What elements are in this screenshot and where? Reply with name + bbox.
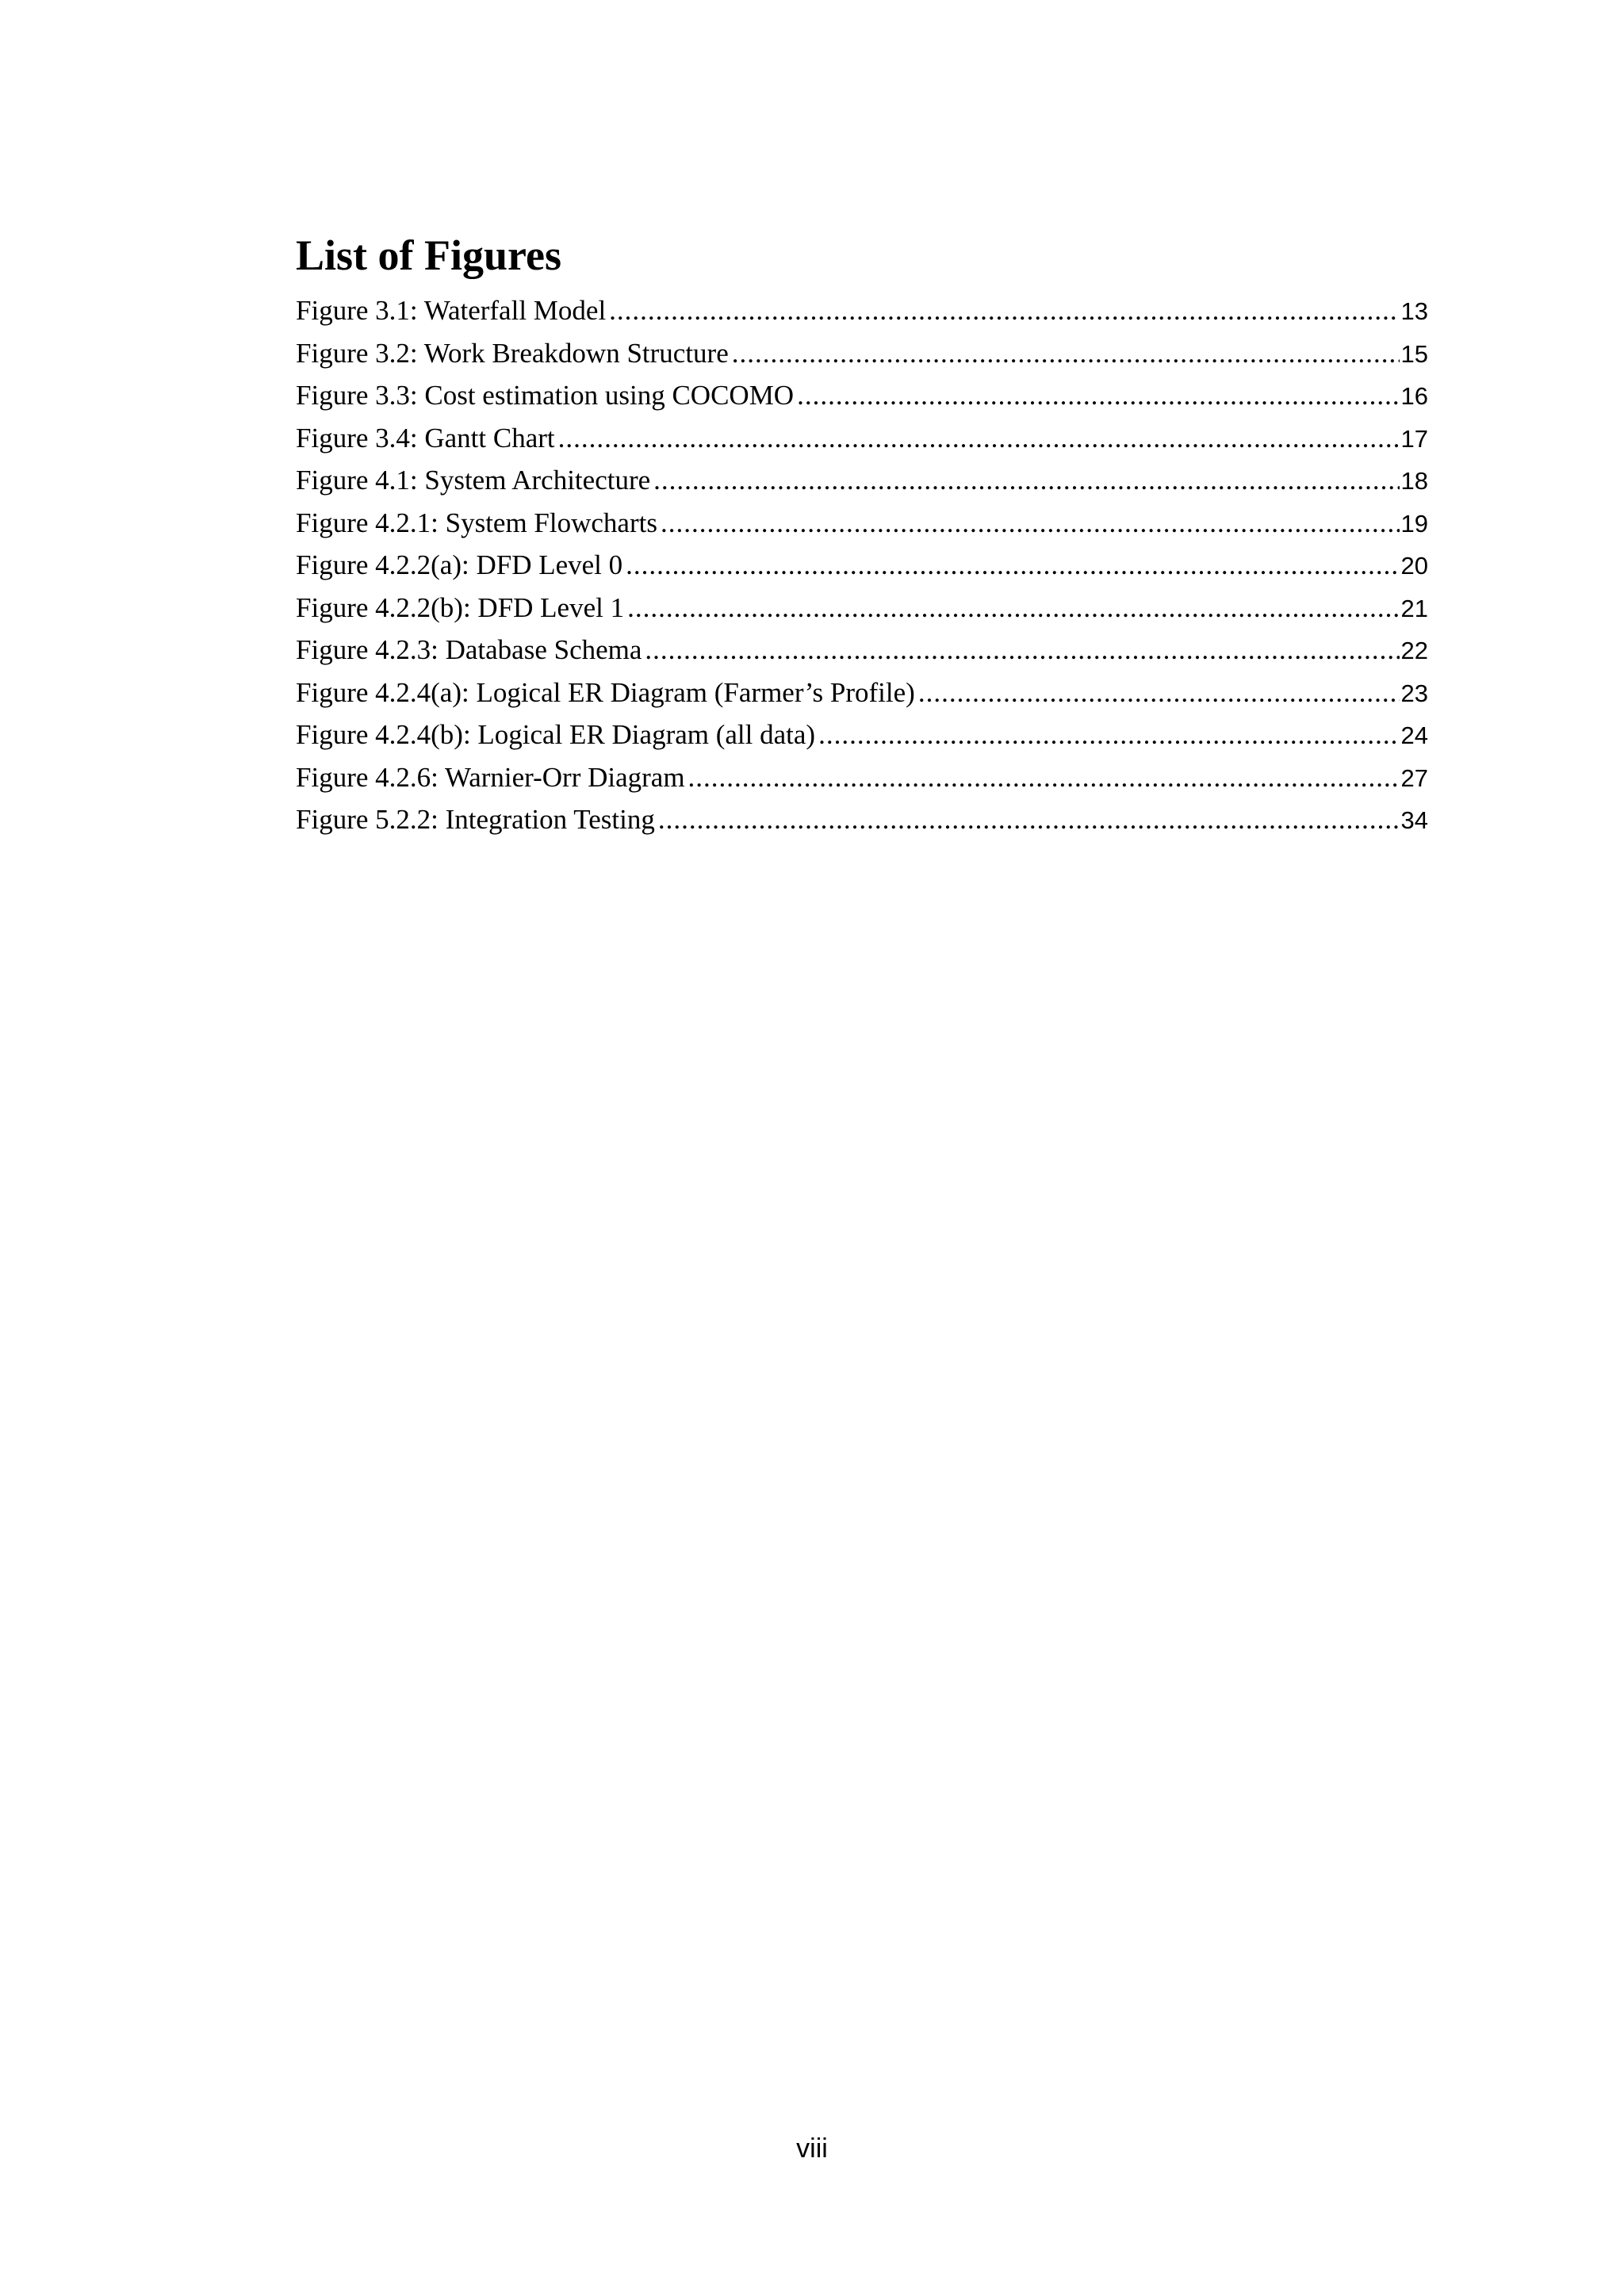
figure-title: Figure 4.2.3: Database Schema [296, 634, 642, 665]
figure-title: Figure 4.2.2(a): DFD Level 0 [296, 549, 623, 580]
dot-leader [797, 374, 1399, 417]
dot-leader [818, 714, 1399, 756]
list-item[interactable] [296, 417, 1428, 460]
figure-title: Figure 4.2.1: System Flowcharts [296, 507, 657, 538]
figure-title: Figure 4.2.4(a): Logical ER Diagram (Farmer’s Profile) [296, 676, 915, 708]
dot-leader [609, 289, 1399, 332]
list-of-figures [296, 289, 1428, 841]
figure-page-number: 24 [1400, 721, 1428, 749]
list-item[interactable] [296, 629, 1428, 672]
list-item[interactable] [296, 374, 1428, 417]
figure-title: Figure 3.4: Gantt Chart [296, 422, 555, 453]
dot-leader [918, 672, 1400, 714]
dot-leader [645, 629, 1399, 672]
figure-title: Figure 3.3: Cost estimation using COCOMO [296, 380, 795, 411]
list-item[interactable] [296, 714, 1428, 756]
dot-leader [658, 798, 1400, 841]
figure-title: Figure 4.2.4(b): Logical ER Diagram (all data) [296, 719, 816, 750]
figure-page-number: 17 [1400, 424, 1428, 453]
dot-leader [732, 332, 1400, 375]
figure-page-number: 20 [1400, 552, 1428, 580]
dot-leader [653, 459, 1399, 502]
figure-page-number: 22 [1400, 637, 1428, 664]
list-item[interactable] [296, 332, 1428, 375]
figure-title: Figure 4.1: System Architecture [296, 465, 651, 496]
dot-leader [661, 502, 1400, 545]
page-footer-number: viii [796, 2133, 828, 2164]
list-item[interactable] [296, 459, 1428, 502]
list-item[interactable] [296, 289, 1428, 332]
dot-leader [688, 756, 1400, 799]
figure-title: Figure 3.2: Work Breakdown Structure [296, 337, 729, 369]
figure-page-number: 16 [1400, 382, 1428, 410]
dot-leader [627, 587, 1399, 629]
page-title: List of Figures [296, 232, 561, 279]
figure-title: Figure 4.2.2(b): DFD Level 1 [296, 591, 625, 623]
list-item[interactable] [296, 756, 1428, 799]
figure-page-number: 21 [1400, 594, 1428, 622]
dot-leader [626, 544, 1399, 587]
figure-title: Figure 4.2.6: Warnier-Orr Diagram [296, 761, 685, 793]
figure-page-number: 15 [1400, 339, 1428, 368]
list-item[interactable] [296, 798, 1428, 841]
figure-page-number: 34 [1400, 806, 1428, 834]
list-item[interactable] [296, 587, 1428, 629]
figure-title: Figure 5.2.2: Integration Testing [296, 804, 655, 835]
list-item[interactable] [296, 672, 1428, 714]
figure-page-number: 27 [1400, 763, 1428, 792]
figure-page-number: 13 [1400, 297, 1428, 325]
figure-page-number: 18 [1400, 467, 1428, 495]
list-item[interactable] [296, 544, 1428, 587]
figure-page-number: 23 [1400, 679, 1428, 707]
figure-title: Figure 3.1: Waterfall Model [296, 295, 607, 326]
list-item[interactable] [296, 502, 1428, 545]
dot-leader [558, 417, 1400, 460]
figure-page-number: 19 [1400, 509, 1428, 538]
